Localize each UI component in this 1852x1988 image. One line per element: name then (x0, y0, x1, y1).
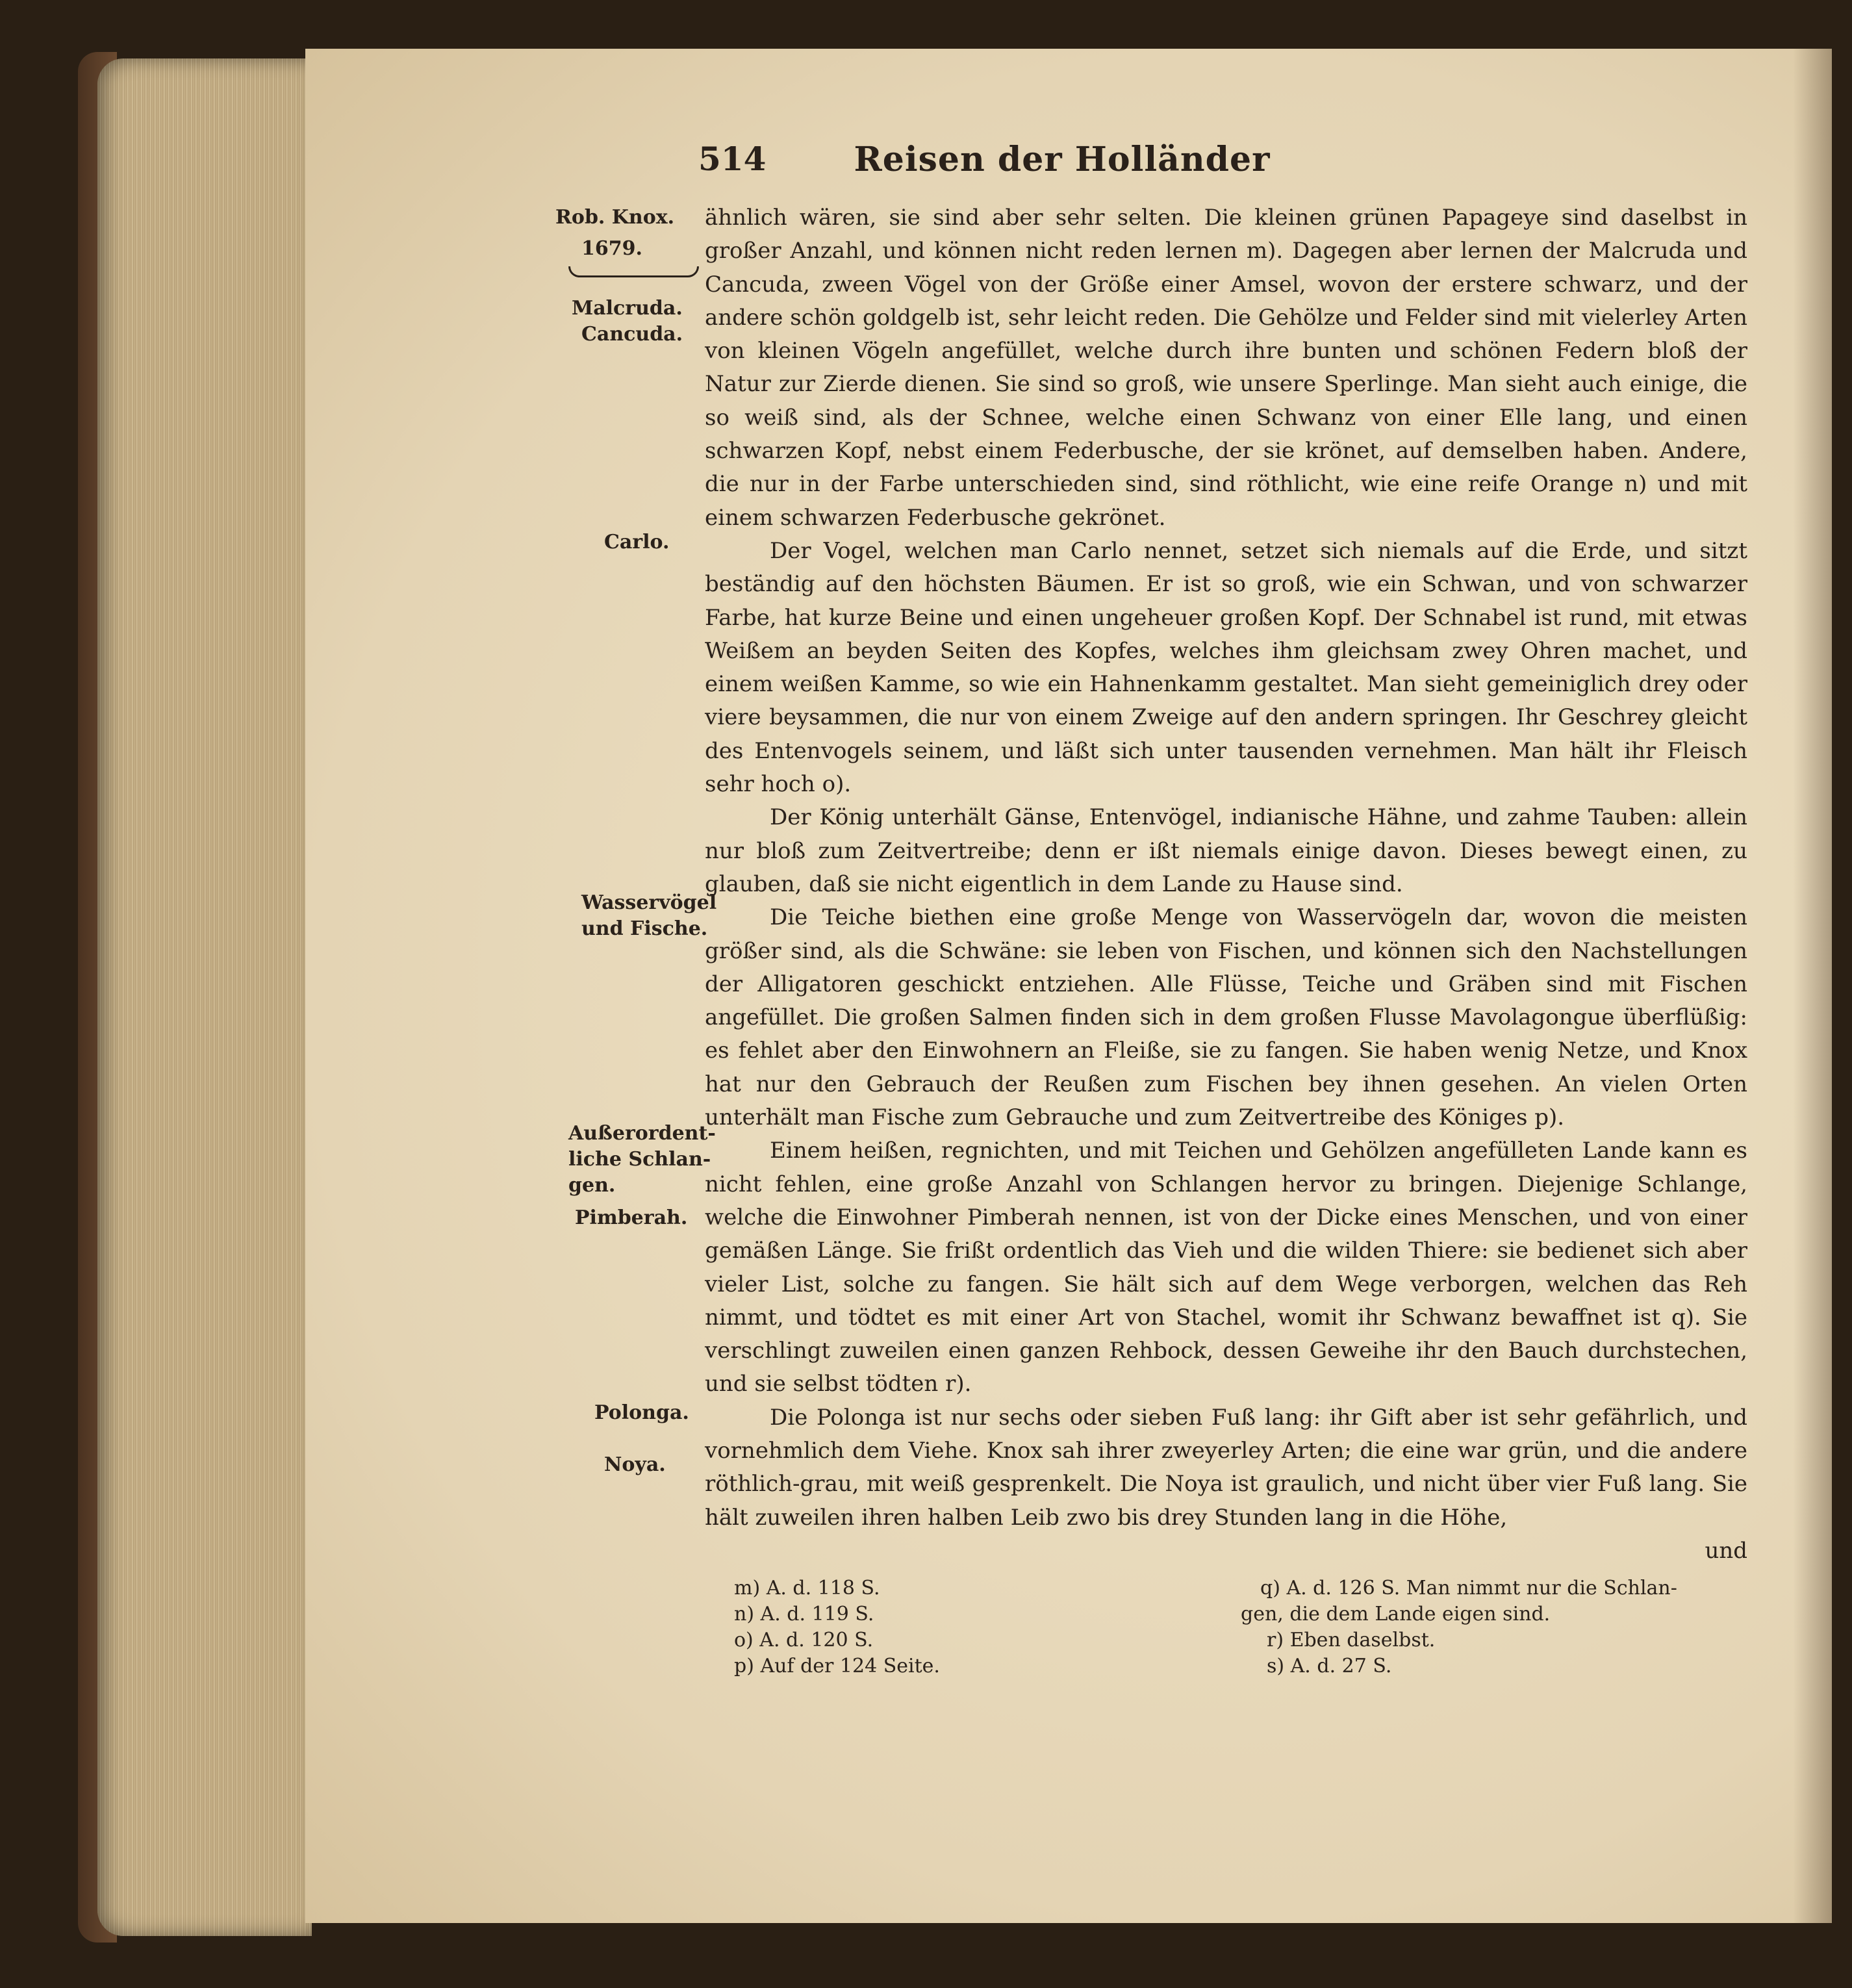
margin-note-noya: Noya. (604, 1453, 666, 1476)
paragraph: Die Teiche biethen eine große Menge von Wasservögeln dar, wovon die meisten größer sind, als die Schwäne: sie leben von Fischen, und können sich den Nachstellungen der Alligatoren geschickt entziehen. Alle Flüsse, Teiche und Gräben sind mit Fischen angefüllet. Die großen Salmen finden sich in dem großen Flusse Mavolagongue überflüßig: es fehlet aber den Einwohnern an Fleiße, sie zu fangen. Sie haben wenig Netze, und Knox hat nur den Gebrauch der Reußen zum Fischen bey ihnen gesehen. An vielen Orten unterhält man Fische zum Gebrauche und zum Zeitvertreibe des Königes p). (705, 904, 1747, 1131)
page-header (698, 140, 1393, 192)
footnote-s: s) A. d. 27 S. (1267, 1655, 1392, 1677)
margin-note-snakes-2: liche Schlan- (568, 1148, 711, 1171)
margin-note-author: Rob. Knox. (555, 206, 675, 229)
paragraph: Der König unterhält Gänse, Entenvögel, indianische Hähne, und zahme Tauben: allein nur bloß zum Zeitvertreibe; denn er ißt niemals einige davon. Dieses bewegt einen, zu glauben, daß sie nicht eigentlich in dem Lande zu Hause sind. (705, 804, 1747, 897)
margin-note-cancuda: Cancuda. (581, 323, 683, 346)
footnote-n: n) A. d. 119 S. (734, 1603, 874, 1625)
footnote-p: p) Auf der 124 Seite. (734, 1655, 940, 1677)
page-gutter-shadow (1793, 49, 1832, 1923)
margin-notes (555, 205, 717, 1476)
margin-note-year: 1679. (581, 237, 642, 260)
footnote-m: m) A. d. 118 S. (734, 1577, 880, 1599)
margin-note-water-1: Wasservögel (581, 891, 717, 914)
paragraph: Der Vogel, welchen man Carlo nennet, setzet sich niemals auf die Erde, und sitzt beständig auf den höchsten Bäumen. Er ist so groß, wie ein Schwan, und von schwarzer Farbe, hat kurze Beine und einen ungeheuer großen Kopf. Der Schnabel ist rund, mit etwas Weißem an beyden Seiten des Kopfes, welches ihm gleichsam zwey Ohren machet, und einem weißen Kamme, so wie ein Hahnenkamm gestaltet. Man sieht gemeiniglich drey oder viere beysammen, die nur von einem Zweige auf den andern springen. Ihr Geschrey gleicht des Entenvogels seinem, und läßt sich unter tausenden vernehmen. Man hält ihr Fleisch sehr hoch o). (705, 537, 1747, 798)
footnote-r: r) Eben daselbst. (1267, 1629, 1436, 1651)
footnote-q-continued: gen, die dem Lande eigen sind. (1241, 1603, 1551, 1625)
footnote-o: o) A. d. 120 S. (734, 1629, 874, 1651)
margin-note-snakes-3: gen. (568, 1174, 616, 1197)
paragraph: Einem heißen, regnichten, und mit Teichen und Gehölzen angefülleten Lande kann es nicht fehlen, eine große Anzahl von Schlangen hervor zu bringen. Diejenige Schlange, welche die Einwohner Pimberah nennen, ist von der Dicke eines Menschen, und von einer gemäßen Länge. Sie frißt ordentlich das Vieh und die wilden Thiere: sie bedienet sich aber vieler List, solche zu fangen. Sie hält sich auf dem Wege verborgen, welchen das Reh nimmt, und tödtet es mit einer Art von Stachel, womit ihr Schwanz bewaffnet ist q). Sie verschlingt zuweilen einen ganzen Rehbock, dessen Geweihe ihr den Bauch durchstechen, und sie selbst tödten r). (705, 1138, 1747, 1397)
page-number: 514 (698, 140, 767, 178)
body-text (705, 201, 1747, 1568)
margin-note-polonga: Polonga. (594, 1401, 689, 1424)
footnotes-left-column (715, 1575, 1221, 1679)
margin-year-bracket (568, 266, 699, 277)
margin-note-carlo: Carlo. (604, 531, 670, 554)
margin-note-pimberah: Pimberah. (575, 1206, 688, 1229)
footnotes-right-column (1241, 1575, 1760, 1679)
catchword: und (1705, 1537, 1747, 1564)
margin-note-snakes-1: Außerordent- (568, 1122, 716, 1145)
running-title: Reisen der Holländer (854, 140, 1271, 179)
footnote-q: q) A. d. 126 S. Man nimmt nur die Schlan- (1260, 1577, 1677, 1599)
margin-note-water-2: und Fische. (581, 917, 708, 940)
paragraph: ähnlich wären, sie sind aber sehr selten. Die kleinen grünen Papageye sind daselbst in großer Anzahl, und können nicht reden lernen m). Dagegen aber lernen der Malcruda und Cancuda, zween Vögel von der Größe einer Amsel, wovon der erstere schwarz, und der andere schön goldgelb ist, sehr leicht reden. Die Gehölze und Felder sind mit vielerley Arten von kleinen Vögeln angefüllet, welche durch ihre bunten und schönen Federn bloß der Natur zur Zierde dienen. Sie sind so groß, wie unsere Sperlinge. Man sieht auch einige, die so weiß sind, als der Schnee, welche einen Schwanz von einer Elle lang, und einen schwarzen Kopf, nebst einem Federbusche, der sie krönet, auf demselben haben. Andere, die nur in der Farbe unterschieden sind, sind röthlicht, wie eine reife Orange n) und mit einem schwarzen Federbusche gekrönet. (705, 205, 1747, 531)
footnotes (715, 1575, 1754, 1705)
page-stack-edge (97, 58, 312, 1936)
paragraph: Die Polonga ist nur sechs oder sieben Fuß lang: ihr Gift aber ist sehr gefährlich, und vornehmlich dem Viehe. Knox sah ihrer zweyerley Arten; die eine war grün, und die andere röthlich-grau, mit weiß gesprenkelt. Die Noya ist graulich, und nicht über vier Fuß lang. Sie hält zuweilen ihren halben Leib zwo bis drey Stunden lang in die Höhe, (705, 1404, 1747, 1531)
margin-note-malcruda: Malcruda. (572, 297, 683, 320)
